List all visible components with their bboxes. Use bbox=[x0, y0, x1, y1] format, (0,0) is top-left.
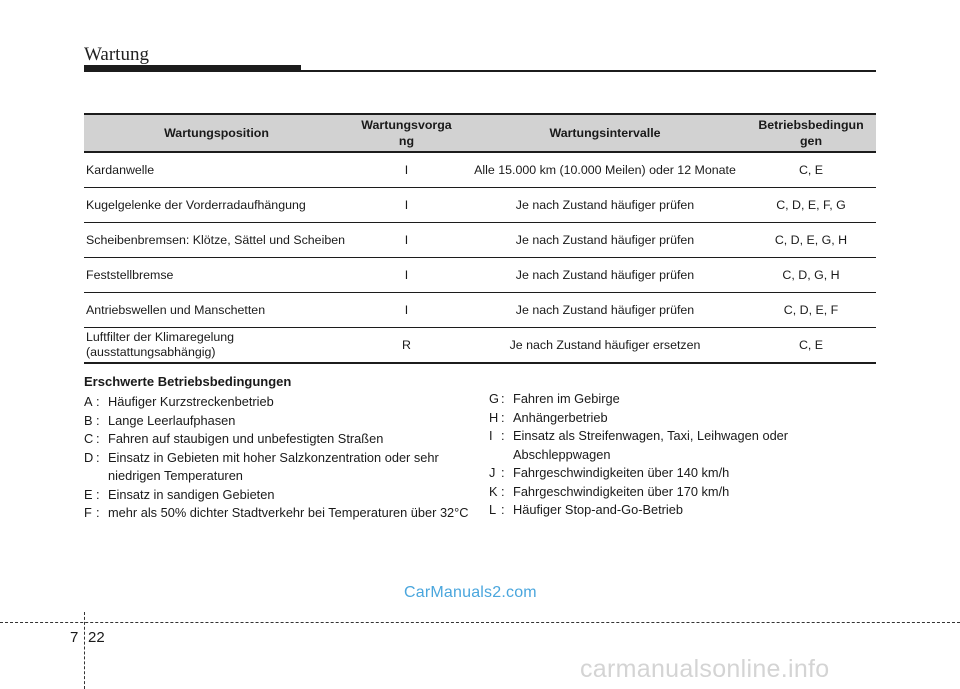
condition-code: I bbox=[489, 428, 493, 443]
section-title: Wartung bbox=[84, 44, 149, 65]
condition-text: Einsatz als Streifenwagen, Taxi, Leihwagen oder Abschleppwagen bbox=[513, 428, 789, 462]
table-row bbox=[84, 258, 876, 293]
condition-item bbox=[84, 430, 484, 449]
condition-code: H bbox=[489, 409, 499, 425]
condition-separator: : bbox=[501, 502, 505, 517]
condition-text: Einsatz in sandigen Gebieten bbox=[108, 486, 275, 502]
condition-item bbox=[489, 427, 879, 464]
cell-conditions: C, D, E, G, H bbox=[746, 223, 876, 258]
chapter-number: 7 bbox=[70, 629, 79, 646]
table-row bbox=[84, 152, 876, 188]
condition-separator: : bbox=[501, 428, 505, 443]
header-bar bbox=[84, 65, 301, 72]
cell-action: I bbox=[349, 223, 464, 258]
condition-item bbox=[489, 464, 879, 483]
column-header-conditions: Betriebsbedingun gen bbox=[746, 114, 876, 152]
condition-item bbox=[84, 449, 484, 486]
condition-text: Häufiger Stop-and-Go-Betrieb bbox=[513, 502, 684, 517]
column-header-action: Wartungsvorga ng bbox=[349, 114, 464, 152]
condition-item bbox=[84, 393, 484, 412]
condition-text: Fahrgeschwindigkeiten über 140 km/h bbox=[513, 465, 730, 480]
condition-code: J bbox=[489, 465, 496, 480]
condition-item bbox=[489, 409, 879, 428]
cell-conditions: C, E bbox=[746, 328, 876, 364]
condition-text: Anhängerbetrieb bbox=[513, 409, 608, 425]
conditions-list-right bbox=[489, 390, 879, 520]
table-header-row bbox=[84, 114, 876, 152]
cell-position: Scheibenbremsen: Klötze, Sättel und Scheiben bbox=[84, 223, 349, 258]
table-row bbox=[84, 188, 876, 223]
condition-separator: : bbox=[501, 483, 505, 499]
column-header-interval: Wartungsintervalle bbox=[464, 114, 746, 152]
cell-position: Antriebswellen und Manschetten bbox=[84, 293, 349, 328]
condition-item bbox=[489, 390, 879, 409]
table-row bbox=[84, 293, 876, 328]
cell-action: I bbox=[349, 188, 464, 223]
table-row bbox=[84, 328, 876, 364]
condition-text: Fahrgeschwindigkeiten über 170 km/h bbox=[513, 483, 730, 499]
condition-item bbox=[489, 501, 879, 520]
conditions-heading: Erschwerte Betriebsbedingungen bbox=[84, 374, 292, 389]
condition-separator: : bbox=[96, 486, 100, 502]
cell-action: I bbox=[349, 258, 464, 293]
condition-separator: : bbox=[96, 505, 100, 520]
cell-action: R bbox=[349, 328, 464, 364]
condition-code: F bbox=[84, 505, 92, 520]
watermark-carmanualsonline: carmanualsonline.info bbox=[580, 655, 830, 683]
condition-code: B bbox=[84, 412, 93, 428]
cell-conditions: C, D, E, F, G bbox=[746, 188, 876, 223]
condition-text: Fahren auf staubigen und unbefestigten Straßen bbox=[108, 431, 384, 446]
cell-position: Kugelgelenke der Vorderradaufhängung bbox=[84, 188, 349, 223]
condition-code: D bbox=[84, 449, 94, 465]
condition-code: L bbox=[489, 502, 497, 517]
condition-code: A bbox=[84, 394, 93, 409]
page-number: 22 bbox=[88, 629, 105, 646]
condition-separator: : bbox=[501, 409, 505, 425]
column-header-position: Wartungsposition bbox=[84, 114, 349, 152]
cell-interval: Alle 15.000 km (10.000 Meilen) oder 12 Monate bbox=[464, 152, 746, 188]
cell-position: Luftfilter der Klimaregelung (ausstattungsabhängig) bbox=[84, 328, 349, 364]
condition-code: K bbox=[489, 483, 498, 499]
condition-code: E bbox=[84, 486, 93, 502]
condition-text: Einsatz in Gebieten mit hoher Salzkonzentration oder sehr niedrigen Temperaturen bbox=[108, 449, 439, 483]
cell-position: Feststellbremse bbox=[84, 258, 349, 293]
condition-text: mehr als 50% dichter Stadtverkehr bei Temperaturen über 32°C bbox=[108, 505, 469, 520]
condition-text: Lange Leerlaufphasen bbox=[108, 412, 236, 428]
watermark-carmanuals2: CarManuals2.com bbox=[404, 584, 537, 601]
cell-interval: Je nach Zustand häufiger prüfen bbox=[464, 223, 746, 258]
cell-interval: Je nach Zustand häufiger prüfen bbox=[464, 258, 746, 293]
cell-action: I bbox=[349, 293, 464, 328]
condition-item bbox=[84, 412, 484, 431]
cell-interval: Je nach Zustand häufiger prüfen bbox=[464, 188, 746, 223]
condition-separator: : bbox=[501, 465, 505, 480]
condition-separator: : bbox=[96, 412, 100, 428]
condition-item bbox=[84, 504, 484, 523]
footer-page-divider bbox=[84, 612, 85, 689]
condition-item bbox=[84, 486, 484, 505]
condition-text: Häufiger Kurzstreckenbetrieb bbox=[108, 394, 274, 409]
cell-conditions: C, D, E, F bbox=[746, 293, 876, 328]
condition-separator: : bbox=[96, 449, 100, 465]
cell-interval: Je nach Zustand häufiger prüfen bbox=[464, 293, 746, 328]
condition-text: Fahren im Gebirge bbox=[513, 391, 620, 406]
cell-conditions: C, E bbox=[746, 152, 876, 188]
cell-conditions: C, D, G, H bbox=[746, 258, 876, 293]
condition-separator: : bbox=[96, 394, 100, 409]
header-rule bbox=[301, 70, 876, 72]
condition-code: C bbox=[84, 431, 94, 446]
conditions-list-left bbox=[84, 393, 484, 523]
table-row bbox=[84, 223, 876, 258]
condition-separator: : bbox=[501, 391, 505, 406]
cell-action: I bbox=[349, 152, 464, 188]
condition-separator: : bbox=[96, 431, 100, 446]
footer-divider bbox=[0, 622, 960, 623]
condition-item bbox=[489, 483, 879, 502]
maintenance-table bbox=[84, 113, 876, 364]
condition-code: G bbox=[489, 391, 499, 406]
cell-position: Kardanwelle bbox=[84, 152, 349, 188]
cell-interval: Je nach Zustand häufiger ersetzen bbox=[464, 328, 746, 364]
